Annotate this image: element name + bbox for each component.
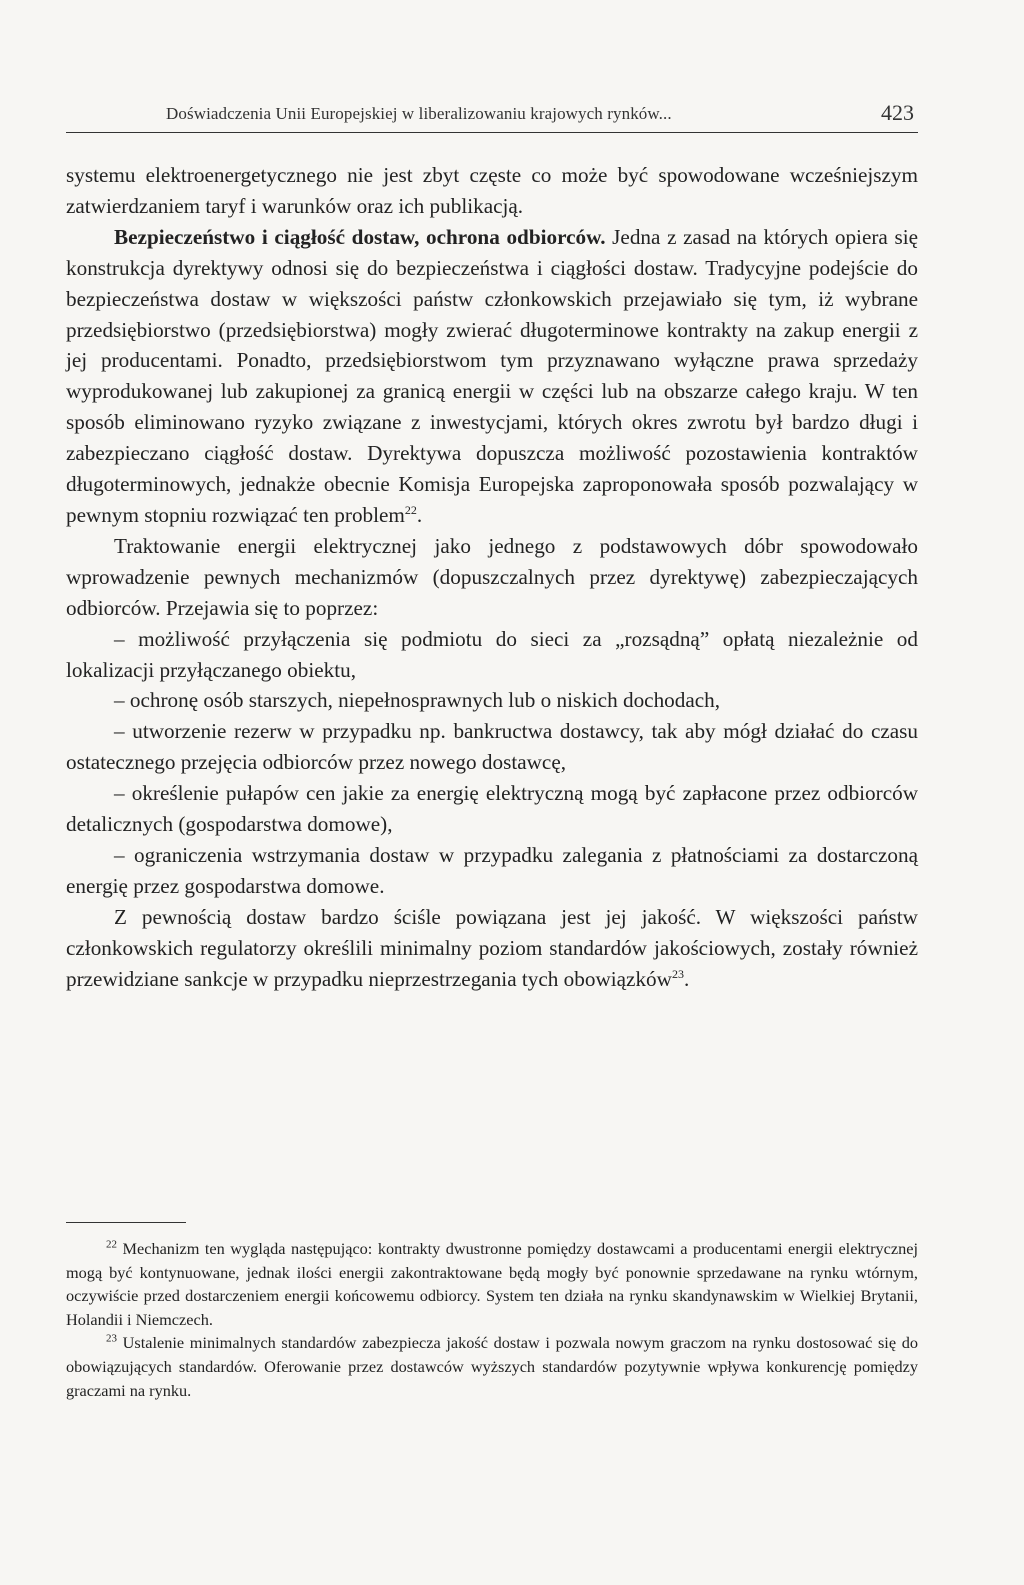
footnote-separator: [66, 1222, 186, 1223]
footnote-marker: 23: [106, 1332, 117, 1345]
list-item: – możliwość przyłączenia się podmiotu do sieci za „rozsądną” opłatą niezależnie od lokalizacji przyłączanego obiektu,: [66, 626, 918, 682]
paragraph-end: .: [416, 502, 423, 527]
paragraph-security: [66, 222, 918, 531]
footnote-text: Ustalenie minimalnych standardów zabezpiecza jakość dostaw i pozwala nowym graczom na rynku dostosować się do obowiązujących standardów. Oferowanie przez dostawców wyższych standardów pozytywnie wpływa konkurencję pomiędzy graczami na rynku.: [66, 1333, 918, 1400]
footnotes: [66, 1237, 918, 1402]
list-item: – ograniczenia wstrzymania dostaw w przypadku zalegania z płatnościami za dostarczoną energię przez gospodarstwa domowe.: [66, 842, 918, 898]
paragraph-continued: systemu elektroenergetycznego nie jest zbyt częste co może być spowodowane wcześniejszym zatwierdzaniem taryf i warunków oraz ich publikacją.: [66, 163, 918, 218]
page-number: 423: [881, 100, 914, 125]
list-item: – utworzenie rezerw w przypadku np. bankructwa dostawcy, tak aby mógł działać do czasu ostatecznego przejęcia odbiorców przez nowego dostawcę,: [66, 719, 918, 775]
footnote-ref: 22: [404, 502, 417, 517]
footnote: [66, 1237, 918, 1331]
paragraph-text: Z pewnością dostaw bardzo ściśle powiązana jest jej jakość. W większości państw członkowskich regulatorzy określili minimalny poziom standardów jakościowych, zostały również przewidziane sankcje w przypadku nieprzestrzegania tych obowiązków: [66, 904, 918, 991]
paragraph-end: .: [683, 966, 690, 991]
main-text: [66, 160, 918, 994]
paragraph-quality: [66, 902, 918, 995]
footnote-text: Mechanizm ten wygląda następująco: kontrakty dwustronne pomiędzy dostawcami a producentami energii elektrycznej mogą być kontynuowane, jednak ilości energii zakontraktowane będą mogły być ponownie sprzedawane na rynku wtórnym, oczywiście przed dostarczeniem energii końcowemu odbiorcy. System ten działa na rynku skandynawskim w Wielkiej Brytanii, Holandii i Niemczech.: [66, 1239, 918, 1329]
paragraph-text: Jedna z zasad na których opiera się konstrukcja dyrektywy odnosi się do bezpieczeństwa i ciągłości dostaw. Tradycyjne podejście do bezpieczeństwa dostaw w większości państw członkowskich przejawiało się tym, iż wybrane przedsiębiorstwo (przedsiębiorstwa) mogły zwierać długoterminowe kontrakty na zakup energii z jej producentami. Ponadto, przedsiębiorstwom tym przyznawano wyłączne prawa sprzedaży wyprodukowanej lub zakupionej za granicą energii w części lub na obszarze całego kraju. W ten sposób eliminowano ryzyko związane z inwestycjami, których okres zwrotu był bardzo długi i zabezpieczano ciągłość dostaw. Dyrektywa dopuszcza możliwość pozostawienia kontraktów długoterminowych, jednakże obecnie Komisja Europejska zaproponowała sposób pozwalający w pewnym stopniu rozwiązać ten problem: [66, 224, 918, 527]
paragraph-mechanisms: Traktowanie energii elektrycznej jako jednego z podstawowych dóbr spowodowało wprowadzenie pewnych mechanizmów (dopuszczalnych przez dyrektywę) zabezpieczających odbiorców. Przejawia się to poprzez:: [66, 533, 918, 620]
section-heading-inline: Bezpieczeństwo i ciągłość dostaw, ochrona odbiorców.: [114, 224, 606, 249]
footnote: [66, 1331, 918, 1402]
page-header: [66, 100, 918, 133]
footnote-marker: 22: [106, 1238, 117, 1251]
list-item: – określenie pułapów cen jakie za energię elektryczną mogą być zapłacone przez odbiorców detalicznych (gospodarstwa domowe),: [66, 781, 918, 837]
running-head: Doświadczenia Unii Europejskiej w liberalizowaniu krajowych rynków...: [166, 104, 672, 123]
list-item: – ochronę osób starszych, niepełnosprawnych lub o niskich dochodach,: [114, 688, 721, 713]
footnote-ref: 23: [671, 966, 684, 981]
